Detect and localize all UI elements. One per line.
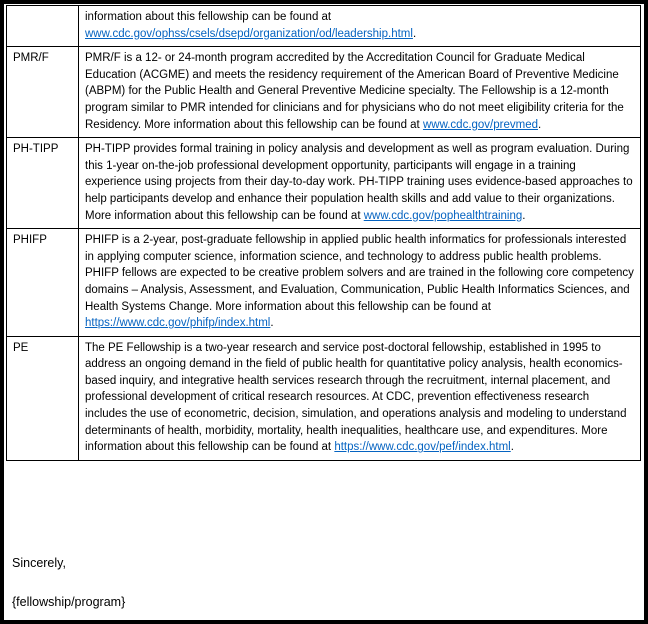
- signature-placeholder: {fellowship/program}: [12, 595, 126, 609]
- table-row: [7, 229, 641, 337]
- fellowship-description: [79, 229, 641, 337]
- fellowship-label: PH-TIPP: [7, 138, 79, 229]
- table-row: [7, 138, 641, 229]
- description-text: .: [522, 209, 526, 222]
- fellowship-description: [79, 336, 641, 460]
- description-text: .: [538, 118, 542, 131]
- fellowship-description: [79, 6, 641, 47]
- fellowship-label: PMR/F: [7, 47, 79, 138]
- description-text: .: [270, 317, 274, 330]
- table-row: [7, 6, 641, 47]
- description-text: information about this fellowship can be found at: [85, 11, 332, 23]
- fellowship-link[interactable]: www.cdc.gov/prevmed: [422, 118, 538, 131]
- fellowship-link[interactable]: www.cdc.gov/ophss/csels/dsepd/organization/od/leadership.html: [85, 27, 413, 40]
- description-text: .: [412, 27, 417, 40]
- fellowship-link[interactable]: www.cdc.gov/pophealthtraining: [363, 209, 523, 222]
- fellowship-link[interactable]: https://www.cdc.gov/phifp/index.html: [85, 317, 271, 330]
- description-text: .: [510, 441, 514, 454]
- table-row: [7, 336, 641, 460]
- description-text: PMR/F is a 12- or 24-month program accredited by the Accreditation Council for Graduate Medical Education (ACGME) and meets the residency requirement of the American Board of Preventive Medicine (ABPM) for the Public Health and General Preventive Medicine specialty. The Fellowship is a 12-month program similar to PMR intended for clinicians and for physicians who do not meet eligibility criteria for the Residency. More information about this fellowship can be found at: [85, 52, 624, 131]
- fellowship-description: [79, 138, 641, 229]
- closing-text: Sincerely,: [12, 556, 66, 570]
- fellowship-label: PE: [7, 336, 79, 460]
- description-text: PH-TIPP provides formal training in policy analysis and development as well as program evaluation. During this 1-year on-the-job professional development opportunity, participants will engage in a training experience using projects from their day-to-day work. PH-TIPP training uses evidence-based approaches to help participants develop and enhance their population health skills and add value to their organizations. More information about this fellowship can be found at: [85, 143, 633, 222]
- fellowship-description: [79, 47, 641, 138]
- description-text: PHIFP is a 2-year, post-graduate fellowship in applied public health informatics for professionals interested in applying computer science, information science, and technology to address public health problems. PHIFP fellows are expected to be creative problem solvers and are trained in the following core competency domains – Analysis, Assessment, and Evaluation, Communication, Public Health Informatics Sciences, and Health Systems Change. More information about this fellowship can be found at: [85, 234, 634, 313]
- fellowship-table-body: [7, 6, 641, 461]
- fellowship-label: [7, 6, 79, 47]
- fellowship-table: [6, 5, 641, 461]
- fellowship-label: PHIFP: [7, 229, 79, 337]
- description-text: The PE Fellowship is a two-year research and service post-doctoral fellowship, established in 1995 to address an ongoing demand in the field of public health for quantitative policy analysis, health economics-based inquiry, and integrative health services research through the recruitment, internal placement, and professional development of critical research resources. At CDC, prevention effectiveness research includes the use of econometric, decision, simulation, and operations analysis and modeling to understand determinants of health, morbidity, mortality, health inequalities, healthcare use, and expenditures. More information about this fellowship can be found at: [85, 341, 627, 454]
- fellowship-link[interactable]: https://www.cdc.gov/pef/index.html: [334, 441, 511, 454]
- table-row: [7, 47, 641, 138]
